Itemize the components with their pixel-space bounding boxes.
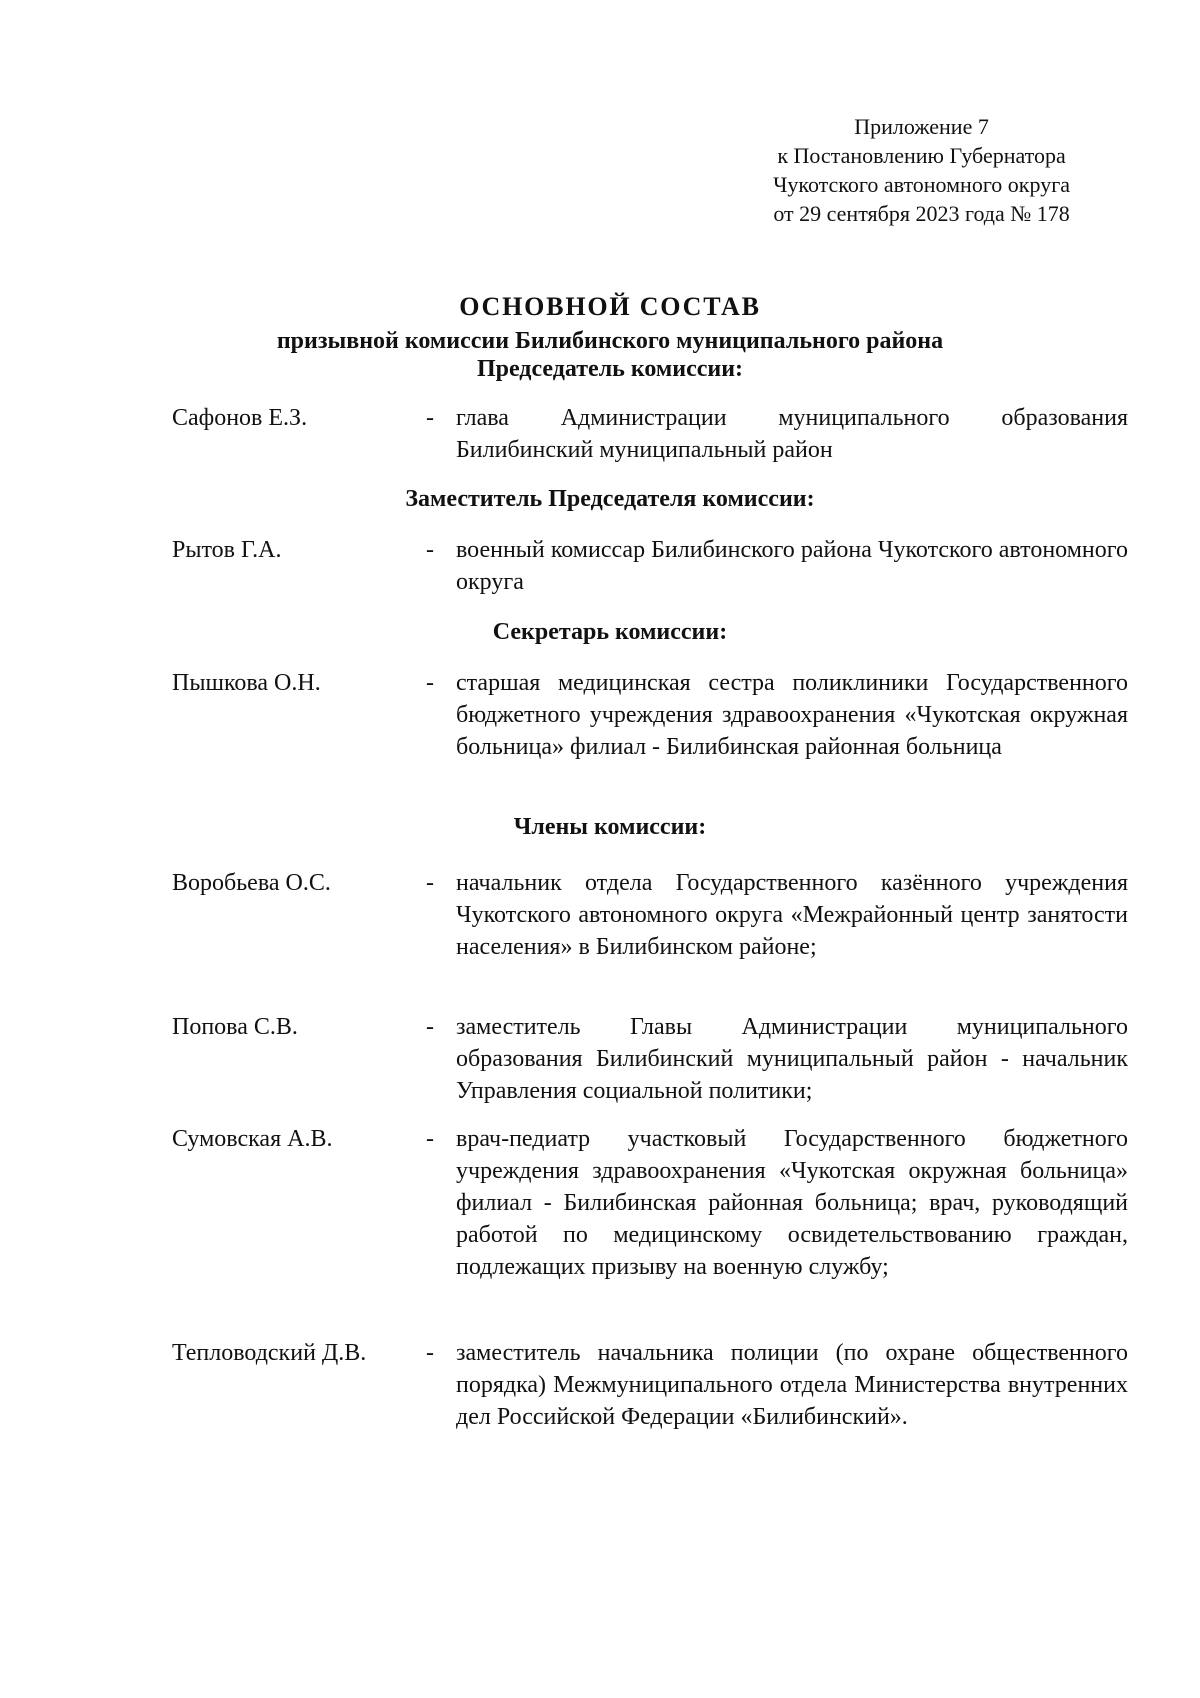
member-entry: [172, 867, 1128, 963]
member-dash: -: [426, 1014, 434, 1040]
member-dash: -: [426, 670, 434, 696]
member-dash: -: [426, 537, 434, 563]
member-position: старшая медицинская сестра поликлиники Государственного бюджетного учреждения здравоохранения «Чукотская окружная больница» филиал - Билибинская районная больница: [456, 670, 1128, 760]
section-heading-deputy: Заместитель Председателя комиссии:: [405, 486, 815, 512]
appendix-line-1: Приложение 7: [854, 114, 989, 139]
member-name: Рытов Г.А.: [172, 537, 282, 563]
member-entry-secretary: [172, 667, 1128, 763]
appendix-reference: [773, 112, 1070, 228]
member-position: заместитель Главы Администрации муниципального образования Билибинский муниципальный район - начальник Управления социальной политики;: [456, 1014, 1128, 1104]
section-heading-secretary: Секретарь комиссии:: [492, 619, 728, 645]
member-name: Воробьева О.С.: [172, 870, 331, 896]
document-title: ОСНОВНОЙ СОСТАВ: [459, 292, 761, 321]
member-name: Сумовская А.В.: [172, 1126, 333, 1152]
member-position: глава Администрации муниципального образования Билибинский муниципальный район: [456, 405, 1128, 463]
member-dash: -: [426, 1340, 434, 1366]
member-position: начальник отдела Государственного казённого учреждения Чукотского автономного округа «Межрайонный центр занятости населения» в Билибинском районе;: [456, 870, 1128, 960]
member-entry: [172, 1123, 1128, 1283]
appendix-line-4: от 29 сентября 2023 года № 178: [773, 201, 1070, 226]
member-dash: -: [426, 870, 434, 896]
member-entry-deputy: [172, 534, 1128, 598]
member-dash: -: [426, 405, 434, 431]
appendix-line-2: к Постановлению Губернатора: [777, 143, 1066, 168]
section-heading-members: Члены комиссии:: [513, 814, 707, 840]
appendix-line-3: Чукотского автономного округа: [773, 172, 1070, 197]
member-position: заместитель начальника полиции (по охране общественного порядка) Межмуниципального отдела Министерства внутренних дел Российской Федерации «Билибинский».: [456, 1340, 1128, 1430]
member-dash: -: [426, 1126, 434, 1152]
member-entry: [172, 1011, 1128, 1107]
section-heading-chairman: Председатель комиссии:: [476, 356, 744, 382]
member-name: Пышкова О.Н.: [172, 670, 321, 696]
member-name: Тепловодский Д.В.: [172, 1340, 367, 1366]
member-name: Сафонов Е.З.: [172, 405, 308, 431]
member-entry-chairman: [172, 402, 1128, 466]
member-position: врач-педиатр участковый Государственного бюджетного учреждения здравоохранения «Чукотская окружная больница» филиал - Билибинская районная больница; врач, руководящий работой по медицинскому освидетельствованию граждан, подлежащих призыву на военную службу;: [456, 1126, 1128, 1280]
member-position: военный комиссар Билибинского района Чукотского автономного округа: [456, 537, 1128, 595]
document-subtitle: призывной комиссии Билибинского муниципального района: [276, 328, 944, 354]
member-entry: [172, 1337, 1128, 1433]
member-name: Попова С.В.: [172, 1014, 298, 1040]
